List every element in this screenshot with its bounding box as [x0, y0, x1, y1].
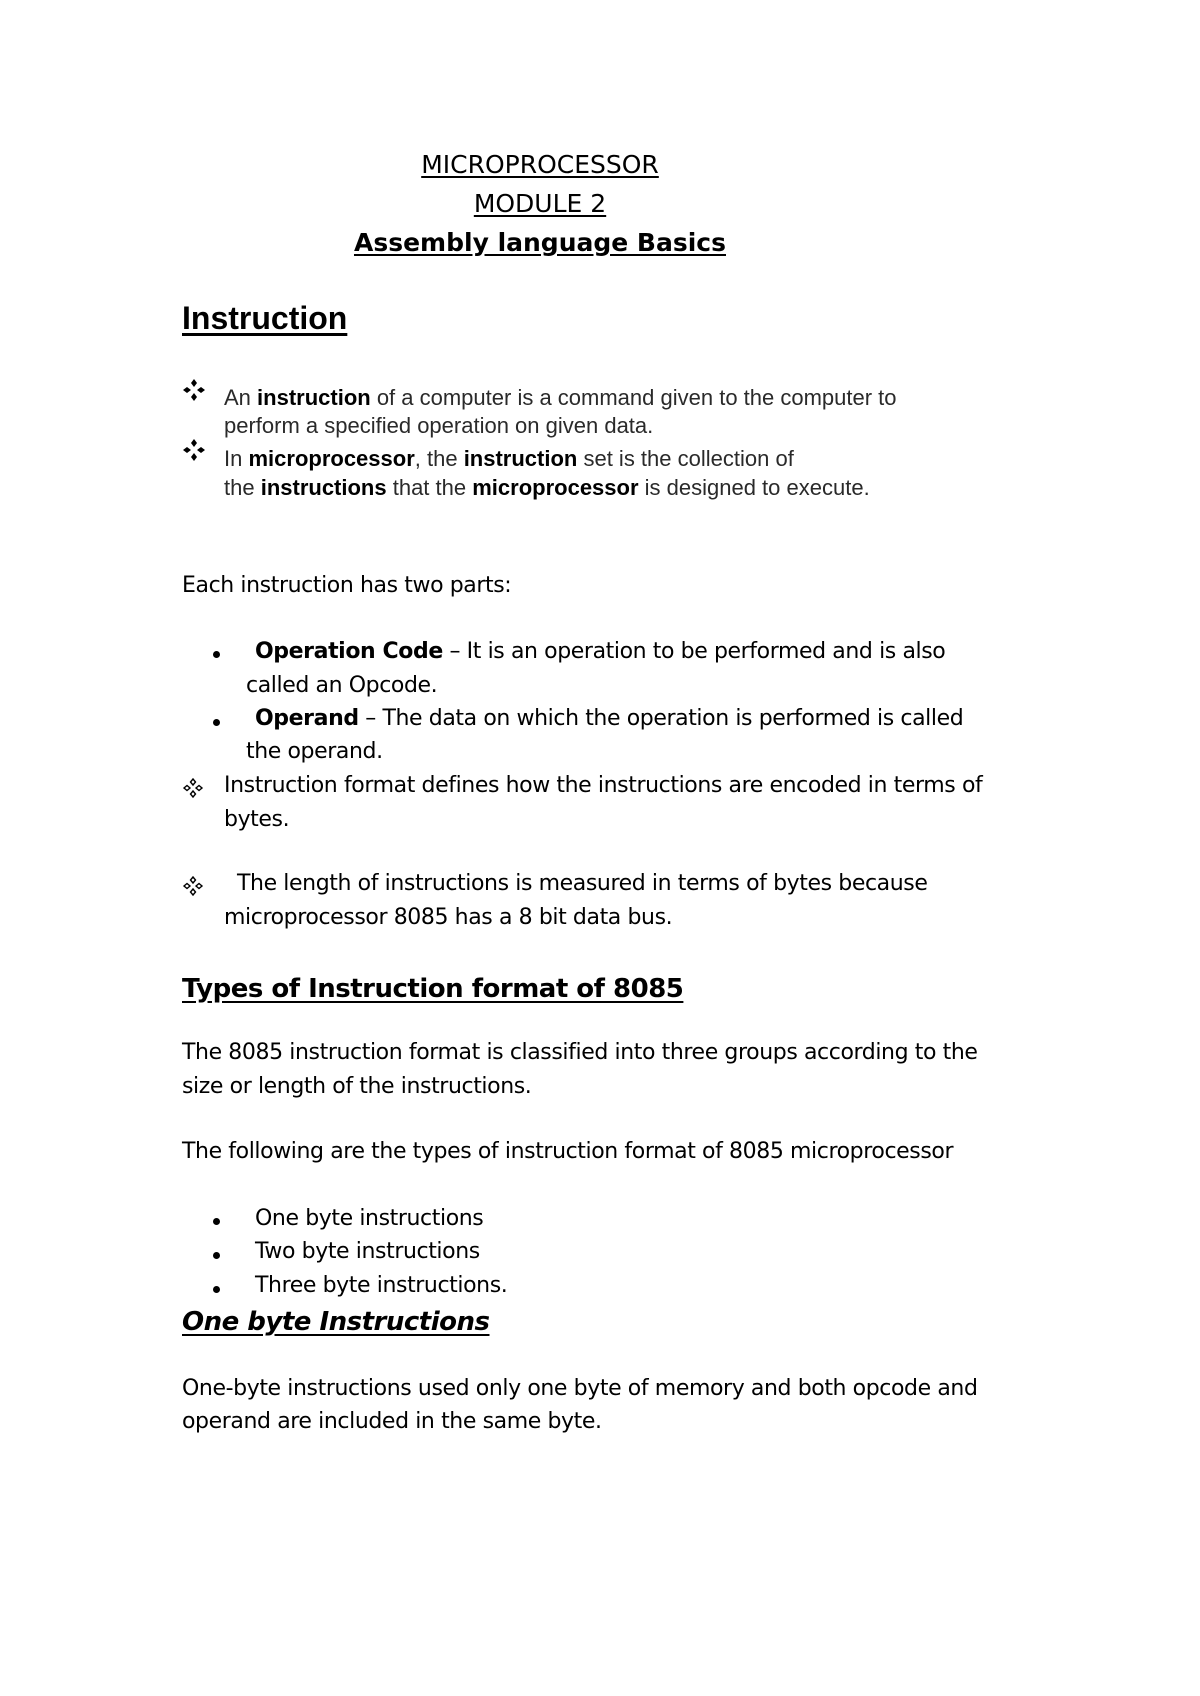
format-note-line2: bytes.	[224, 807, 290, 832]
bullet-dot-icon	[213, 1286, 220, 1293]
instruction-set-line1: In microprocessor, the instruction set is the collection of	[224, 446, 794, 471]
operand-line1: Operand – The data on which the operation is performed is called	[255, 706, 964, 731]
type-list-item: Two byte instructions	[255, 1239, 480, 1264]
format-note-line1: Instruction format defines how the instructions are encoded in terms of	[224, 773, 983, 798]
instruction-definition-line1: An instruction of a computer is a command given to the computer to	[224, 385, 897, 410]
types-para-line2: size or length of the instructions.	[182, 1074, 532, 1099]
length-note-line1: The length of instructions is measured in terms of bytes because	[237, 871, 928, 896]
instruction-definition-line2: perform a specified operation on given data.	[224, 413, 654, 438]
types-para-line1: The 8085 instruction format is classified into three groups according to the	[182, 1040, 978, 1065]
type-list-item: One byte instructions	[255, 1206, 484, 1231]
doc-subtitle: Assembly language Basics	[353, 228, 726, 257]
section-heading-types: Types of Instruction format of 8085	[182, 974, 684, 1004]
section-heading-one-byte: One byte Instructions	[182, 1307, 490, 1337]
bullet-dot-icon	[213, 1218, 220, 1225]
doc-module: MODULE 2	[473, 189, 607, 218]
instruction-set-line2: the instructions that the microprocessor is designed to execute.	[224, 475, 870, 500]
doc-title: MICROPROCESSOR	[421, 150, 659, 179]
parts-intro: Each instruction has two parts:	[182, 573, 512, 598]
one-byte-para-line2: operand are included in the same byte.	[182, 1409, 602, 1434]
type-list-item: Three byte instructions.	[255, 1273, 508, 1298]
bullet-dot-icon	[213, 1252, 220, 1259]
opcode-line2: called an Opcode.	[246, 673, 438, 698]
hollow-diamond-bullet-icon	[182, 777, 204, 799]
diamond-bullet-icon	[182, 378, 206, 402]
bullet-dot-icon	[213, 651, 220, 658]
section-heading-instruction: Instruction	[182, 300, 348, 336]
operand-line2: the operand.	[246, 739, 383, 764]
opcode-line1: Operation Code – It is an operation to be performed and is also	[255, 639, 946, 664]
diamond-bullet-icon	[182, 438, 206, 462]
hollow-diamond-bullet-icon	[182, 875, 204, 897]
length-note-line2: microprocessor 8085 has a 8 bit data bus.	[224, 905, 673, 930]
one-byte-para-line1: One-byte instructions used only one byte of memory and both opcode and	[182, 1376, 978, 1401]
bullet-dot-icon	[213, 719, 220, 726]
types-intro: The following are the types of instruction format of 8085 microprocessor	[182, 1139, 954, 1164]
